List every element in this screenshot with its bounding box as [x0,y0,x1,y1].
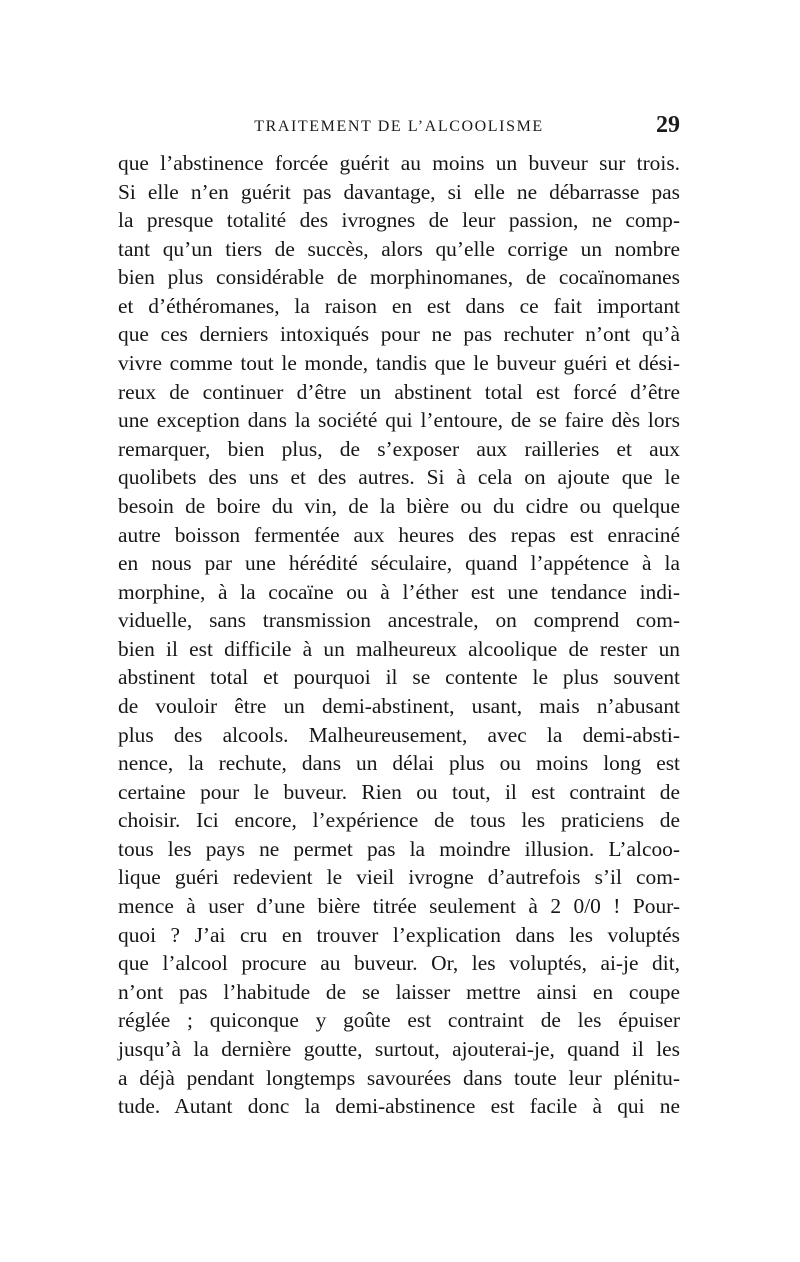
text-line: vivre comme tout le monde, tandis que le buveur guéri et dési- [118,351,680,376]
text-line: que ces derniers intoxiqués pour ne pas rechuter n’ont qu’à [118,322,680,347]
text-line: viduelle, sans transmission ancestrale, on comprend com- [118,608,680,633]
text-line: Si elle n’en guérit pas davantage, si elle ne débarrasse pas [118,179,680,204]
text-line: que l’alcool procure au buveur. Or, les voluptés, ai-je dit, [118,951,680,976]
text-line: a déjà pendant longtemps savourées dans toute leur plénitu- [118,1065,680,1090]
text-line: quoi ? J’ai cru en trouver l’explication dans les voluptés [118,922,680,947]
text-line: tous les pays ne permet pas la moindre illusion. L’alcoo- [118,836,680,861]
text-line: la presque totalité des ivrognes de leur passion, ne comp- [118,208,680,233]
text-line: mence à user d’une bière titrée seulement à 2 0/0 ! Pour- [118,894,680,919]
text-line: remarquer, bien plus, de s’exposer aux railleries et aux [118,436,680,461]
text-line: une exception dans la société qui l’entoure, de se faire dès lors [118,408,680,433]
text-line: en nous par une hérédité séculaire, quand l’appétence à la [118,551,680,576]
text-line: tant qu’un tiers de succès, alors qu’elle corrige un nombre [118,236,680,261]
running-head: TRAITEMENT DE L’ALCOOLISME [254,118,544,135]
text-line: bien il est difficile à un malheureux alcoolique de rester un [118,636,680,661]
text-line: bien plus considérable de morphinomanes, de cocaïnomanes [118,265,680,290]
text-line: plus des alcools. Malheureusement, avec la demi-absti- [118,722,680,747]
text-line: réglée ; quiconque y goûte est contraint de les épuiser [118,1008,680,1033]
text-line: choisir. Ici encore, l’expérience de tous les praticiens de [118,808,680,833]
text-line: quolibets des uns et des autres. Si à cela on ajoute que le [118,465,680,490]
text-line: et d’éthéromanes, la raison en est dans ce fait important [118,293,680,318]
page-header [118,112,680,144]
text-line: autre boisson fermentée aux heures des repas est enraciné [118,522,680,547]
text-line: n’ont pas l’habitude de se laisser mettre ainsi en coupe [118,979,680,1004]
text-line: que l’abstinence forcée guérit au moins un buveur sur trois. [118,151,680,175]
text-line: besoin de boire du vin, de la bière ou du cidre ou quelque [118,493,680,518]
text-line: reux de continuer d’être un abstinent total est forcé d’être [118,379,680,404]
text-line: tude. Autant donc la demi-abstinence est facile à qui ne [118,1094,680,1119]
text-line: lique guéri redevient le vieil ivrogne d’autrefois s’il com- [118,865,680,890]
page-number: 29 [656,112,680,138]
body-text [118,149,680,1121]
text-line: de vouloir être un demi-abstinent, usant, mais n’abusant [118,693,680,718]
text-line: certaine pour le buveur. Rien ou tout, il est contraint de [118,779,680,804]
text-line: nence, la rechute, dans un délai plus ou moins long est [118,751,680,776]
text-line: morphine, à la cocaïne ou à l’éther est une tendance indi- [118,579,680,604]
text-line: jusqu’à la dernière goutte, surtout, ajouterai-je, quand il les [118,1036,680,1061]
text-line: abstinent total et pourquoi il se contente le plus souvent [118,665,680,690]
